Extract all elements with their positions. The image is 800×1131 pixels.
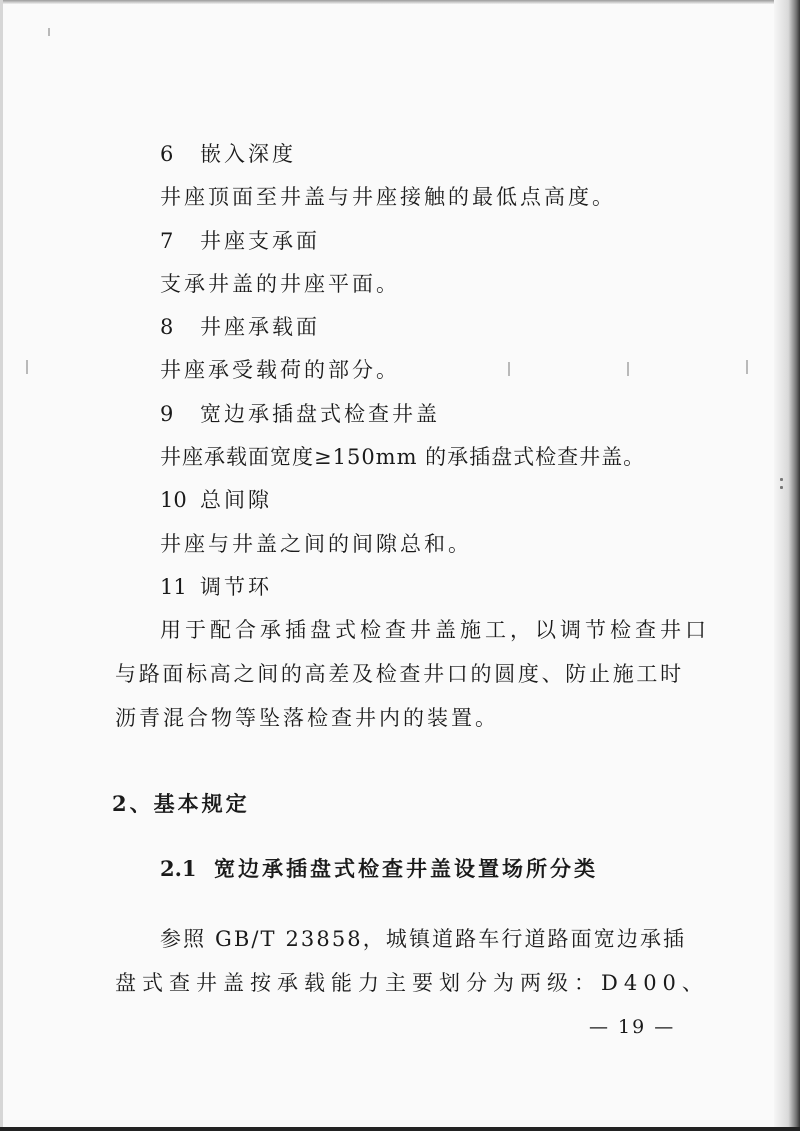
scan-mark bbox=[627, 362, 629, 376]
term-definition: 井座与井盖之间的间隙总和。 bbox=[160, 532, 472, 556]
term-title: 井座承载面 bbox=[200, 315, 320, 339]
term-title: 总间隙 bbox=[200, 488, 272, 512]
term-title: 调节环 bbox=[200, 575, 272, 599]
term-number: 10 bbox=[160, 488, 187, 512]
term-number: 11 bbox=[160, 575, 187, 599]
term-title: 井座支承面 bbox=[200, 229, 320, 253]
section-heading: 2、基本规定 bbox=[112, 791, 250, 816]
scan-mark bbox=[508, 362, 510, 376]
scan-mark bbox=[780, 478, 783, 481]
scan-mark bbox=[746, 360, 748, 374]
term-heading bbox=[160, 486, 272, 514]
term-number: 6 bbox=[160, 142, 174, 166]
scan-edge-left bbox=[0, 0, 3, 1131]
term-definition: 井座承载面宽度≥150mm 的承插盘式检查井盖。 bbox=[160, 445, 646, 469]
scan-mark bbox=[780, 486, 783, 489]
term-heading bbox=[160, 573, 272, 601]
body-text-line: 盘式查井盖按承载能力主要划分为两级：D400、 bbox=[115, 971, 709, 995]
scan-edge-bottom bbox=[0, 1127, 800, 1131]
term-number: 9 bbox=[160, 402, 174, 426]
term-heading bbox=[160, 227, 320, 255]
term-definition: 井座顶面至井盖与井座接触的最低点高度。 bbox=[160, 185, 616, 209]
subsection-heading bbox=[160, 855, 598, 883]
scan-edge-top bbox=[0, 0, 800, 4]
term-heading bbox=[160, 400, 440, 428]
term-number: 7 bbox=[160, 229, 174, 253]
term-definition-line: 与路面标高之间的高差及检查井口的圆度、防止施工时 bbox=[115, 662, 684, 686]
term-definition: 井座承受载荷的部分。 bbox=[160, 358, 400, 382]
term-definition: 支承井盖的井座平面。 bbox=[160, 272, 400, 296]
term-heading bbox=[160, 313, 320, 341]
scan-mark bbox=[26, 360, 28, 374]
term-title: 宽边承插盘式检查井盖 bbox=[200, 402, 440, 426]
term-title: 嵌入深度 bbox=[200, 142, 296, 166]
scan-mark bbox=[48, 28, 50, 36]
term-definition-line: 沥青混合物等坠落检查井内的装置。 bbox=[115, 706, 499, 730]
body-text-line: 参照 GB/T 23858，城镇道路车行道路面宽边承插 bbox=[160, 927, 687, 951]
subsection-title: 宽边承插盘式检查井盖设置场所分类 bbox=[214, 856, 598, 881]
subsection-number: 2.1 bbox=[160, 856, 197, 881]
term-definition-line: 用于配合承插盘式检查井盖施工，以调节检查井口 bbox=[160, 618, 710, 642]
term-heading bbox=[160, 140, 296, 168]
page-number: — 19 — bbox=[589, 1016, 676, 1038]
scan-edge-right bbox=[774, 0, 800, 1131]
term-number: 8 bbox=[160, 315, 174, 339]
